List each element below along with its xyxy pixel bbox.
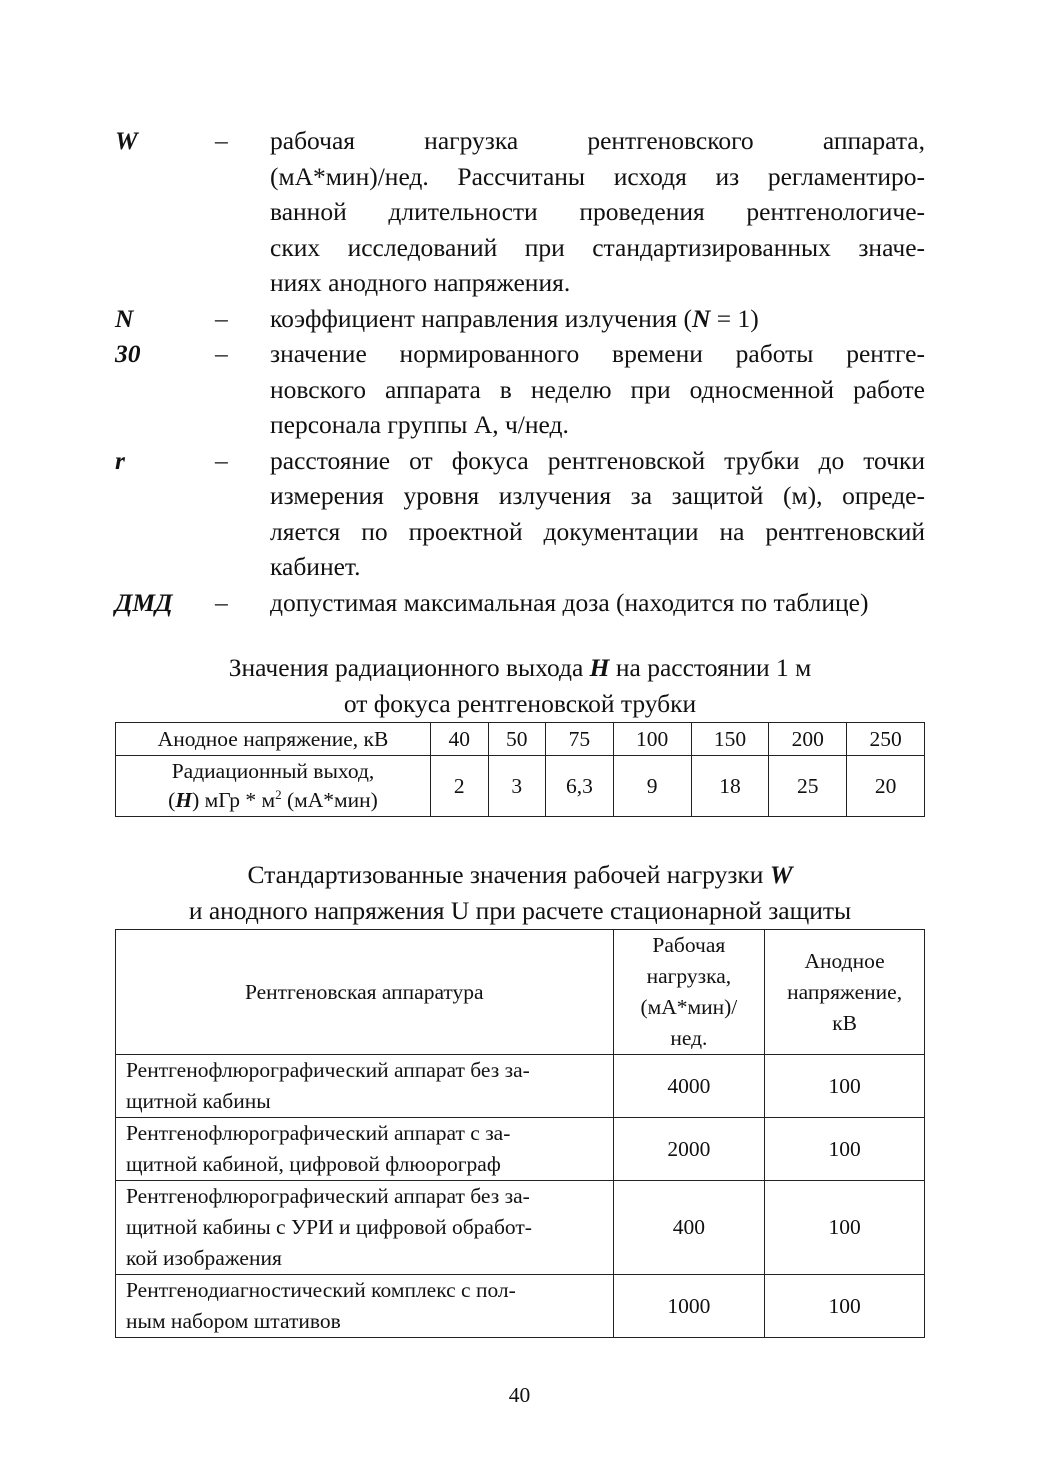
header-line: Анодное: [804, 948, 885, 973]
definition-line: рабочая нагрузка рентгеновского аппарата,: [270, 126, 925, 155]
caption-symbol: W: [769, 860, 793, 889]
name-line: ным набором штативов: [126, 1309, 341, 1333]
voltage-cell: 200: [769, 723, 847, 756]
equipment-name: [116, 1181, 614, 1275]
definition-text: [270, 301, 925, 337]
table2-caption: [115, 857, 925, 929]
definition-dash: –: [215, 126, 228, 155]
definition-line: новского аппарата в неделю при односменной работе: [270, 374, 925, 404]
voltage-cell: 40: [431, 723, 489, 756]
voltage-cell: 100: [765, 1118, 925, 1181]
table1-caption: [115, 650, 925, 722]
definition-line: значение нормированного времени работы рентге-: [270, 339, 925, 368]
definition-dash: –: [215, 339, 228, 368]
output-header-line1: Радиационный выход,: [171, 759, 375, 783]
definition-dash: –: [215, 303, 228, 333]
workload-cell: 2000: [613, 1118, 765, 1181]
definition-symbol-inline: N: [691, 303, 711, 333]
voltage-cell: 75: [546, 723, 614, 756]
name-line: кой изображения: [126, 1246, 282, 1270]
header-line: кВ: [832, 1010, 857, 1035]
voltage-cell: 150: [691, 723, 769, 756]
voltage-cell: 100: [765, 1055, 925, 1118]
name-line: щитной кабиной, цифровой флюорограф: [126, 1152, 501, 1176]
header-line: (мА*мин)/: [640, 995, 738, 1019]
output-header-line2: [120, 786, 426, 815]
name-line: щитной кабины с УРИ и цифровой обработ-: [126, 1215, 532, 1239]
voltage-cell: 250: [847, 723, 925, 756]
definition-dash: –: [215, 445, 228, 475]
definition-dash: –: [215, 587, 228, 617]
output-cell: 9: [613, 756, 691, 817]
caption-text: Стандартизованные значения рабочей нагрузки: [247, 860, 770, 889]
voltage-cell: 100: [765, 1181, 925, 1275]
output-cell: 18: [691, 756, 769, 817]
header-symbol: H: [175, 788, 193, 812]
definition-line: измерения уровня излучения за защитой (м), опреде-: [270, 481, 925, 510]
definition-symbol: ДМД: [115, 587, 173, 617]
workload-cell: 1000: [613, 1275, 765, 1338]
definition-line: ских исследований при стандартизированных значе-: [270, 232, 925, 262]
definition-text: [270, 443, 925, 585]
output-cell: 2: [431, 756, 489, 817]
row-header-voltage: Анодное напряжение, кВ: [116, 723, 431, 756]
table-row: [116, 1275, 925, 1338]
voltage-cell: 100: [765, 1275, 925, 1338]
name-line: щитной кабины: [126, 1089, 271, 1113]
caption-symbol: H: [589, 653, 610, 682]
table-row: [116, 1181, 925, 1275]
equipment-name: [116, 1275, 614, 1338]
definition-line: кабинет.: [270, 552, 361, 581]
output-cell: 25: [769, 756, 847, 817]
workload-cell: 400: [613, 1181, 765, 1275]
definition-text: [270, 123, 925, 301]
definition-w: [115, 123, 925, 301]
definition-r: [115, 443, 925, 585]
equipment-name: [116, 1118, 614, 1181]
table-row-voltage: [116, 723, 925, 756]
header-workload: [613, 930, 765, 1055]
header-text: ) мГр * м: [192, 788, 276, 812]
output-cell: 6,3: [546, 756, 614, 817]
definition-symbol: N: [115, 303, 134, 333]
header-line: нед.: [670, 1026, 708, 1050]
voltage-cell: 100: [613, 723, 691, 756]
table1-caption-line1: [115, 650, 925, 686]
equipment-name: [116, 1055, 614, 1118]
row-header-output: [116, 756, 431, 817]
definitions-list: [115, 123, 925, 620]
output-cell: 20: [847, 756, 925, 817]
definition-line: ляется по проектной документации на рентгеновский: [270, 516, 925, 546]
voltage-cell: 50: [488, 723, 546, 756]
definition-line: персонала группы А, ч/нед.: [270, 410, 569, 439]
definition-symbol: 30: [115, 339, 141, 368]
definition-line: (мА*мин)/нед. Рассчитаны исходя из регламентиро-: [270, 161, 925, 191]
workload-table: [115, 929, 925, 1338]
definition-line: ванной длительности проведения рентгенологиче-: [270, 197, 925, 226]
definition-line: ниях анодного напряжения.: [270, 268, 571, 297]
definition-line: допустимая максимальная доза (находится по таблице): [270, 587, 869, 617]
radiation-output-table: [115, 722, 925, 817]
workload-cell: 4000: [613, 1055, 765, 1118]
header-line: нагрузка,: [646, 964, 732, 988]
definition-line: расстояние от фокуса рентгеновской трубки до точки: [270, 445, 925, 475]
page-content: [115, 123, 925, 1338]
header-equipment: Рентгеновская аппаратура: [116, 930, 614, 1055]
definition-text-before: коэффициент направления излучения (: [270, 303, 692, 333]
name-line: Рентгенофлюрографический аппарат без за-: [126, 1058, 530, 1082]
definition-symbol: W: [115, 126, 138, 155]
output-cell: 3: [488, 756, 546, 817]
definition-symbol: r: [115, 445, 125, 475]
name-line: Рентгенодиагностический комплекс с пол-: [126, 1278, 516, 1302]
table1-caption-line2: от фокуса рентгеновской трубки: [343, 689, 697, 718]
header-superscript: 2: [275, 786, 282, 802]
definition-30: [115, 336, 925, 443]
table-header-row: [116, 930, 925, 1055]
header-text: (: [168, 788, 176, 812]
header-text: (мА*мин): [281, 788, 378, 812]
header-line: Рабочая: [652, 933, 726, 957]
table2-caption-line2: и анодного напряжения U при расчете стационарной защиты: [188, 896, 852, 925]
caption-text: Значения радиационного выхода: [228, 653, 590, 682]
header-line: напряжение,: [787, 979, 903, 1004]
table-row-output: [116, 756, 925, 817]
definition-line: [270, 301, 925, 337]
page-number: 40: [508, 1383, 531, 1407]
header-voltage: [765, 930, 925, 1055]
definition-text: [270, 585, 925, 621]
table-row: [116, 1055, 925, 1118]
definition-text-after: = 1): [710, 303, 759, 333]
table2-caption-line1: [115, 857, 925, 893]
name-line: Рентгенофлюрографический аппарат без за-: [126, 1184, 530, 1208]
definition-text: [270, 336, 925, 443]
definition-n: [115, 301, 925, 337]
name-line: Рентгенофлюрографический аппарат с за-: [126, 1121, 511, 1145]
table-row: [116, 1118, 925, 1181]
caption-text: на расстоянии 1 м: [609, 653, 812, 682]
definition-dmd: [115, 585, 925, 621]
